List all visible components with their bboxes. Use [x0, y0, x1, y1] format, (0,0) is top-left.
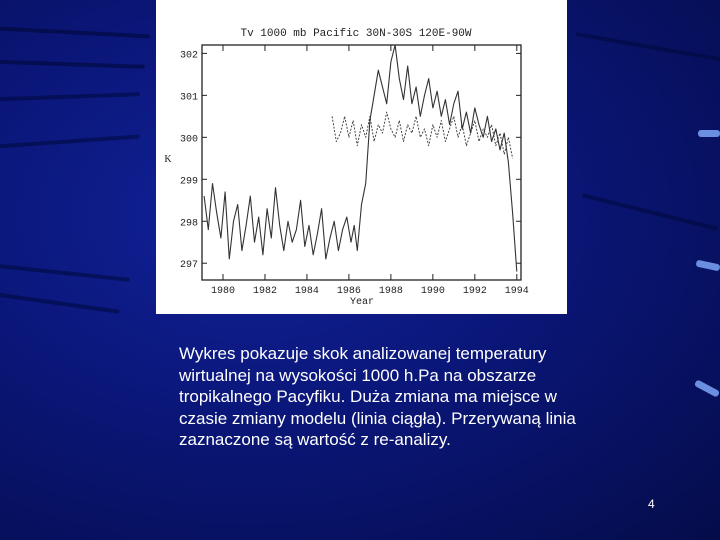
- x-tick-label: 1986: [336, 286, 361, 297]
- background-streak: [0, 134, 140, 149]
- reanalysis-series-line: [332, 112, 512, 158]
- x-tick-label: 1990: [420, 286, 445, 297]
- accent-mark: [694, 379, 720, 397]
- x-tick-label: 1994: [504, 286, 529, 297]
- background-streak: [576, 32, 720, 62]
- accent-mark: [696, 260, 720, 272]
- x-tick-label: 1988: [378, 286, 403, 297]
- plot-frame: [202, 45, 521, 280]
- slide-caption: Wykres pokazuje skok analizowanej temperatury wirtualnej na wysokości 1000 h.Pa na obszarze tropikalnego Pacyfiku. Duża zmiana ma miejsce w czasie zmiany modelu (linia ciągła). Przerywaną linia zaznaczone są wartość z re-analizy.: [179, 344, 576, 450]
- y-tick-label: 297: [179, 260, 198, 272]
- model-series-line: [204, 45, 517, 272]
- y-tick-label: 300: [179, 134, 198, 146]
- chart-title: Tv 1000 mb Pacific 30N-30S 120E-90W: [240, 28, 472, 40]
- x-axis-label: Year: [349, 297, 375, 308]
- accent-mark: [698, 130, 720, 137]
- x-tick-label: 1982: [252, 286, 277, 297]
- temperature-chart: [156, 0, 567, 314]
- background-streak: [0, 92, 140, 102]
- y-tick-label: 298: [179, 218, 198, 230]
- y-tick-label: 301: [179, 92, 198, 104]
- y-tick-label: 302: [179, 50, 198, 62]
- background-streak: [0, 290, 120, 313]
- background-streak: [0, 262, 130, 282]
- background-streak: [582, 193, 719, 231]
- page-number: 4: [648, 497, 655, 511]
- background-streak: [0, 59, 145, 69]
- y-axis-label: K: [164, 154, 172, 165]
- x-tick-label: 1980: [210, 286, 235, 297]
- chart-panel: [156, 0, 567, 314]
- background-streak: [0, 26, 150, 39]
- x-tick-label: 1992: [462, 286, 487, 297]
- y-tick-label: 299: [179, 176, 198, 188]
- x-tick-label: 1984: [294, 286, 319, 297]
